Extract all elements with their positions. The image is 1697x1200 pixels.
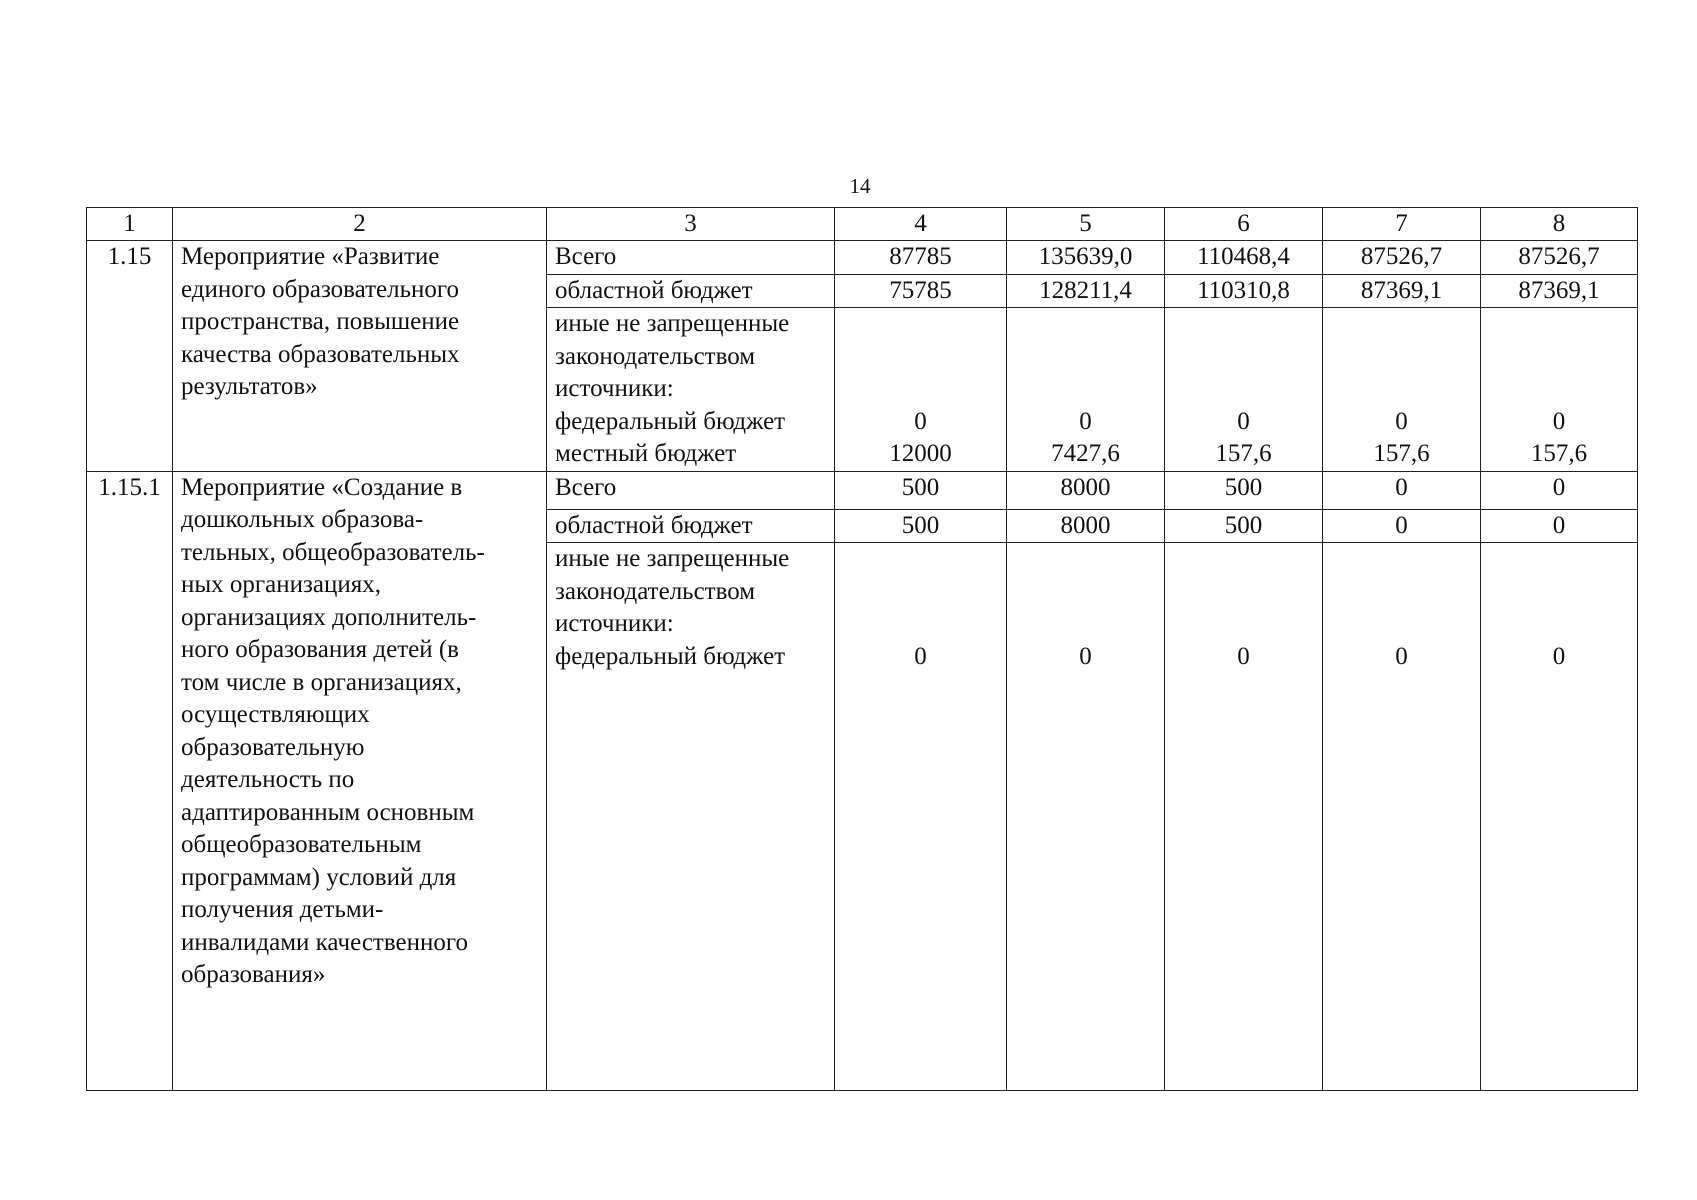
row-number: 1.15 — [87, 241, 173, 472]
source-label: областной бюджет — [547, 274, 835, 308]
table-row — [87, 241, 1638, 275]
header-col-7: 7 — [1323, 208, 1481, 241]
value-cell: 110468,4 — [1165, 241, 1323, 275]
header-col-5: 5 — [1007, 208, 1165, 241]
header-col-1: 1 — [87, 208, 173, 241]
value-cell: 0 — [1481, 509, 1638, 543]
header-col-8: 8 — [1481, 208, 1638, 241]
budget-table — [86, 207, 1638, 1091]
value-cell: 0 — [1323, 509, 1481, 543]
value-cell: 87369,1 — [1323, 274, 1481, 308]
value-cell: 0 — [1481, 471, 1638, 509]
source-label: Всего — [547, 241, 835, 275]
value-cell: 0 157,6 — [1165, 308, 1323, 472]
value-cell: 0 — [1323, 471, 1481, 509]
value-cell: 500 — [1165, 471, 1323, 509]
header-col-6: 6 — [1165, 208, 1323, 241]
activity-title: Мероприятие «Создание в дошкольных образова- тельных, общеобразователь- ных организациях, организациях дополнитель- ного образования детей (в том числе в организациях, осуществляющих образовательную деятельность по адаптированным основным общеобразовательным программам) условий для получения детьми- инвалидами качественного образования» — [173, 471, 547, 1091]
value-cell: 87785 — [835, 241, 1007, 275]
value-cell: 87526,7 — [1481, 241, 1638, 275]
source-label: Всего — [547, 471, 835, 509]
value-cell: 0 — [1165, 543, 1323, 1091]
page-number: 14 — [849, 174, 871, 198]
value-cell: 135639,0 — [1007, 241, 1165, 275]
value-cell: 500 — [1165, 509, 1323, 543]
value-cell: 0 — [1323, 543, 1481, 1091]
value-cell: 0 12000 — [835, 308, 1007, 472]
value-cell: 8000 — [1007, 471, 1165, 509]
activity-title: Мероприятие «Развитие единого образовательного пространства, повышение качества образовательных результатов» — [173, 241, 547, 472]
source-label: иные не запрещенные законодательством источники: федеральный бюджет местный бюджет — [547, 308, 835, 472]
value-cell: 0 157,6 — [1323, 308, 1481, 472]
header-col-3: 3 — [547, 208, 835, 241]
header-col-4: 4 — [835, 208, 1007, 241]
row-number: 1.15.1 — [87, 471, 173, 1091]
value-cell: 0 — [835, 543, 1007, 1091]
value-cell: 0 157,6 — [1481, 308, 1638, 472]
value-cell: 75785 — [835, 274, 1007, 308]
source-label: областной бюджет — [547, 509, 835, 543]
header-row — [87, 208, 1638, 241]
value-cell: 87526,7 — [1323, 241, 1481, 275]
value-cell: 0 7427,6 — [1007, 308, 1165, 472]
value-cell: 110310,8 — [1165, 274, 1323, 308]
value-cell: 8000 — [1007, 509, 1165, 543]
value-cell: 0 — [1007, 543, 1165, 1091]
source-label: иные не запрещенные законодательством источники: федеральный бюджет — [547, 543, 835, 1091]
table-row — [87, 471, 1638, 509]
header-col-2: 2 — [173, 208, 547, 241]
value-cell: 500 — [835, 471, 1007, 509]
value-cell: 87369,1 — [1481, 274, 1638, 308]
value-cell: 500 — [835, 509, 1007, 543]
value-cell: 128211,4 — [1007, 274, 1165, 308]
value-cell: 0 — [1481, 543, 1638, 1091]
